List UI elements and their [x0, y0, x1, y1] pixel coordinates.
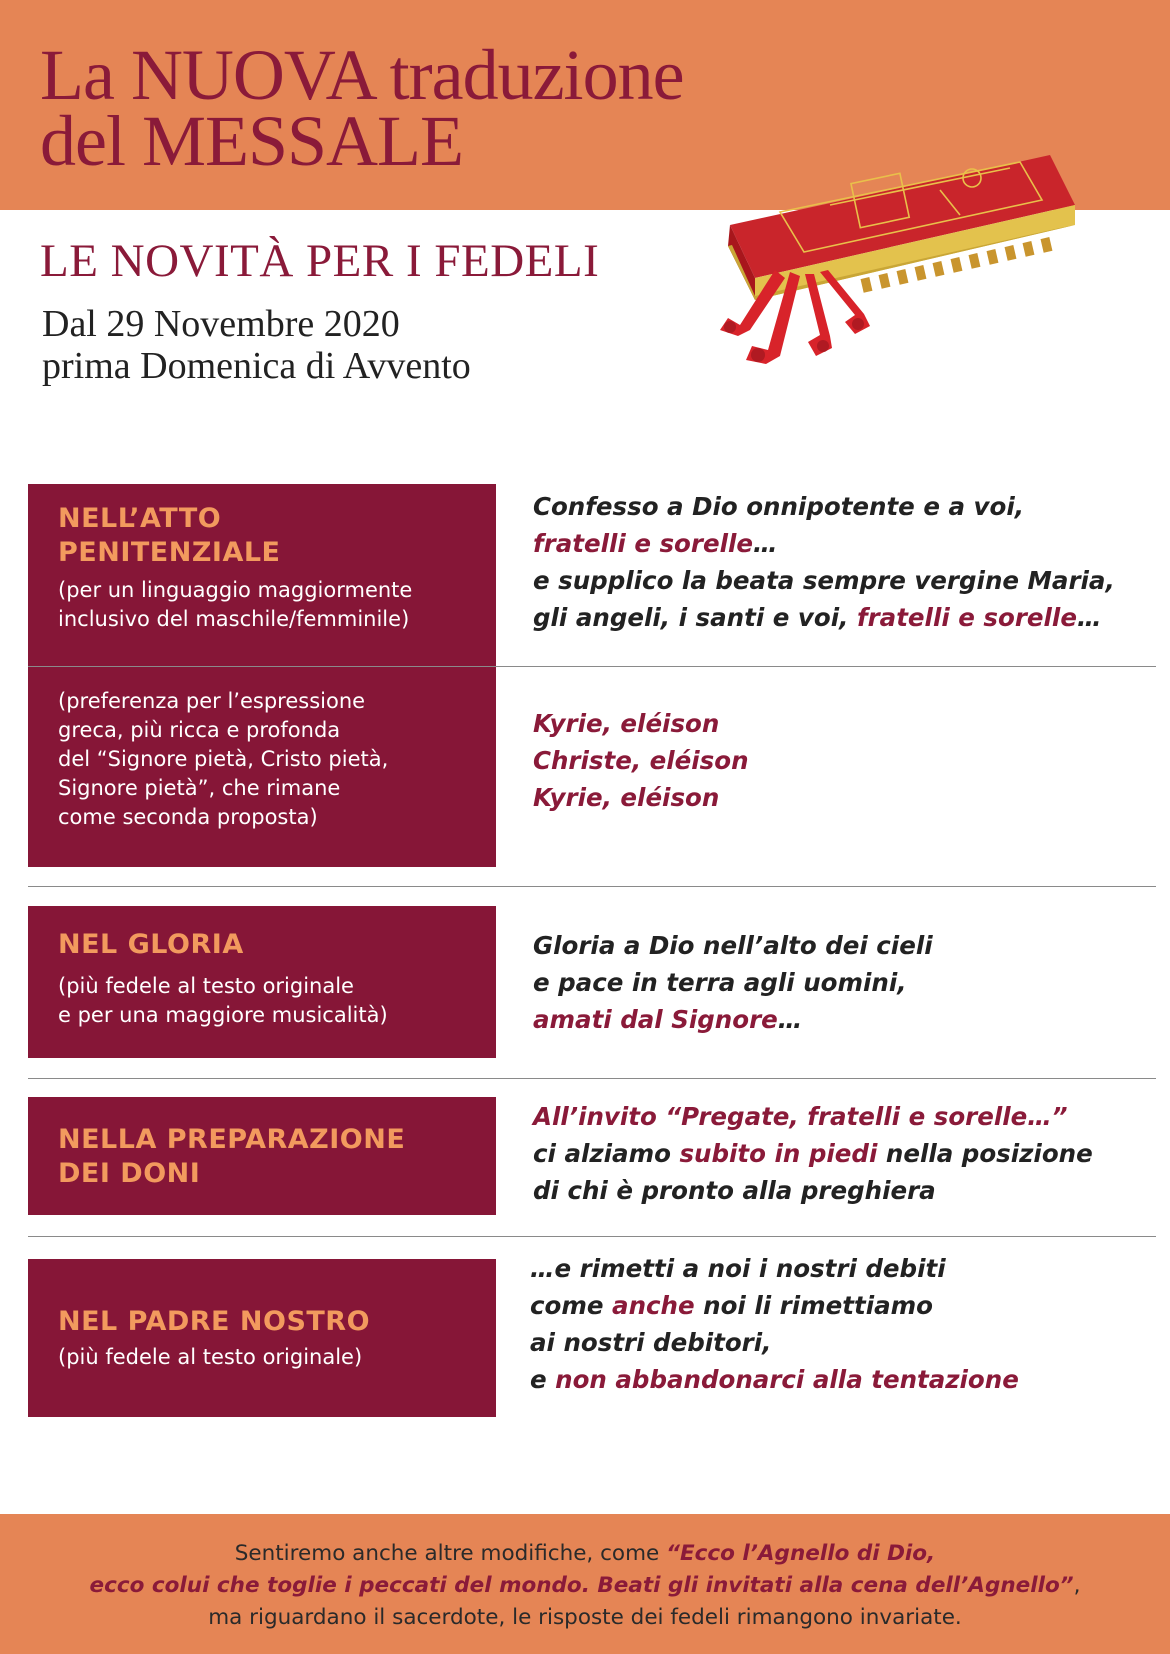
- quote-fragment: e supplico la beata sempre vergine Maria,: [533, 566, 1115, 595]
- section-label-padre-nostro: [28, 1259, 496, 1417]
- section-title-line: NELL’ATTO: [58, 503, 222, 534]
- quote-highlight: amati dal Signore: [533, 1005, 778, 1034]
- quote-line: Kyrie, eléison: [533, 709, 720, 738]
- quote-line: Gloria a Dio nell’alto dei cieli: [533, 931, 933, 960]
- quote-line: [533, 562, 1153, 599]
- date-line-1: Dal 29 Novembre 2020: [42, 303, 400, 345]
- footer-band: [0, 1514, 1170, 1654]
- quote-highlight: fratelli e sorelle: [856, 603, 1077, 632]
- footer-quote: ecco colui che toglie i peccati del mondo. Beati gli invitati alla cena dell’Agnello”: [89, 1573, 1074, 1598]
- quote-padre-nostro: [530, 1250, 1150, 1398]
- quote-fragment: e: [530, 1365, 556, 1394]
- section-note-line: e per una maggiore musicalità): [58, 1003, 388, 1027]
- section-note-line: (per un linguaggio maggiormente: [58, 578, 413, 602]
- section-title-line: NEL PADRE NOSTRO: [58, 1306, 371, 1337]
- quote-line: All’invito “Pregate, fratelli e sorelle…”: [533, 1102, 1068, 1131]
- section-label-gloria: [28, 906, 496, 1058]
- quote-line: …e rimetti a noi i nostri debiti: [530, 1254, 946, 1283]
- quote-preparazione-doni: [533, 1098, 1153, 1209]
- section-title-line: PENITENZIALE: [58, 537, 281, 568]
- section-title-line: DEI DONI: [58, 1158, 201, 1189]
- quote-fragment: nella posizione: [877, 1139, 1093, 1168]
- section-note-line: del “Signore pietà, Cristo pietà,: [58, 747, 389, 771]
- footer-fragment: Sentiremo anche altre modifiche, come: [234, 1541, 667, 1566]
- quote-line: [533, 488, 1153, 525]
- quote-line: Christe, eléison: [533, 746, 749, 775]
- quote-fragment: ci alziamo: [533, 1139, 680, 1168]
- section-label-preparazione-doni: [28, 1097, 496, 1215]
- section-label-atto-penitenziale: [28, 484, 496, 666]
- quote-line: [533, 525, 1153, 562]
- footer-fragment: ,: [1073, 1573, 1081, 1598]
- section-note-line: greca, più ricca e profonda: [58, 718, 341, 742]
- subtitle: LE NOVITÀ PER I FEDELI: [40, 235, 600, 287]
- date-line-2: prima Domenica di Avvento: [42, 345, 471, 387]
- main-title-line-2: del MESSALE: [40, 101, 464, 181]
- quote-highlight: anche: [612, 1291, 695, 1320]
- quote-line: [533, 1135, 1153, 1172]
- section-note-line: inclusivo del maschile/femminile): [58, 607, 410, 631]
- divider: [28, 1236, 1156, 1237]
- quote-line: di chi è pronto alla preghiera: [533, 1176, 936, 1205]
- quote-line: [533, 1001, 1153, 1038]
- quote-fragment: noi li rimettiamo: [694, 1291, 933, 1320]
- section-note-line: (più fedele al testo originale: [58, 974, 354, 998]
- quote-line: ai nostri debitori,: [530, 1328, 772, 1357]
- main-title-line-1: La NUOVA traduzione: [40, 35, 684, 115]
- quote-fragment: …: [753, 529, 778, 558]
- footer-line: [0, 1538, 1170, 1570]
- section-title-line: NELLA PREPARAZIONE: [58, 1124, 406, 1155]
- quote-highlight: non abbandonarci alla tentazione: [555, 1365, 1019, 1394]
- footer-note: [0, 1538, 1170, 1634]
- quote-line: [533, 599, 1153, 636]
- quote-fragment: come: [530, 1291, 613, 1320]
- quote-fragment: …: [1076, 603, 1102, 632]
- main-title: [40, 35, 684, 181]
- quote-fragment: Confesso a Dio onnipotente e a voi,: [533, 492, 1025, 521]
- quote-gloria: [533, 927, 1153, 1038]
- quote-atto-penitenziale: [533, 488, 1153, 636]
- section-title-line: NEL GLORIA: [58, 929, 244, 960]
- quote-fragment: gli angeli, i santi e voi,: [533, 603, 857, 632]
- section-label-kyrie: [28, 667, 496, 867]
- quote-line: [530, 1287, 1150, 1324]
- quote-fragment: …: [777, 1005, 803, 1034]
- quote-line: Kyrie, eléison: [533, 783, 720, 812]
- footer-line: [0, 1570, 1170, 1602]
- section-note-line: (preferenza per l’espressione: [58, 689, 366, 713]
- quote-highlight: subito in piedi: [679, 1139, 878, 1168]
- missal-book-icon: [680, 150, 1140, 400]
- section-note-line: Signore pietà”, che rimane: [58, 776, 341, 800]
- quote-kyrie: [533, 705, 1153, 816]
- section-note-line: come seconda proposta): [58, 805, 318, 829]
- footer-quote: “Ecco l’Agnello di Dio,: [666, 1541, 936, 1566]
- quote-line: [530, 1361, 1150, 1398]
- divider: [28, 1078, 1156, 1079]
- divider: [28, 886, 1156, 887]
- quote-line: e pace in terra agli uomini,: [533, 968, 907, 997]
- section-note-line: (più fedele al testo originale): [58, 1345, 363, 1369]
- footer-line: ma riguardano il sacerdote, le risposte dei fedeli rimangono invariate.: [208, 1605, 962, 1630]
- quote-highlight: fratelli e sorelle: [533, 529, 753, 558]
